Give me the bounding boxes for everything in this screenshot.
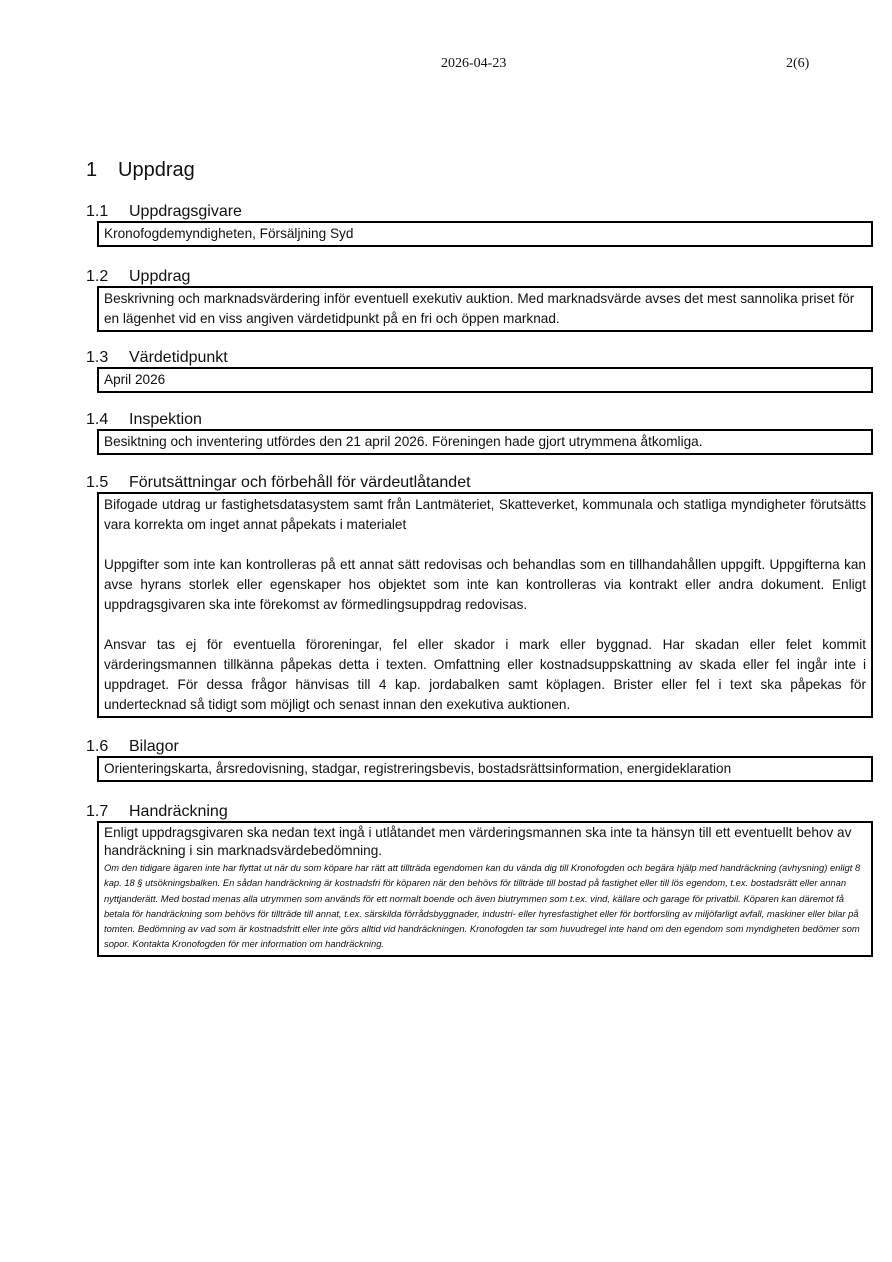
page-number: 2(6) <box>786 56 810 71</box>
section-title: Uppdrag <box>129 268 191 285</box>
section-number: 1.4 <box>86 411 109 428</box>
paragraph: Ansvar tas ej för eventuella föroreningar, fel eller skador i mark eller byggnad. Har skadan eller felet kommit värderingsmannen tillkänna påpekas detta i texten. Omfattning eller kostnadsuppskattning av skada eller fel ingår inte i uppdraget. För dessa frågor hänvisas till 4 kap. jordabalken samt köplagen. Brister eller fel i text ska påpekas för undertecknad så tidigt som möjligt och senast innan den exekutiva auktionen. <box>104 637 866 712</box>
section-heading <box>86 803 873 821</box>
section-uppdrag <box>86 268 873 332</box>
paragraph: Uppgifter som inte kan kontrolleras på ett annat sätt redovisas och behandlas som en tillhandahållen uppgift. Uppgifterna kan avse hyrans storlek eller egenskaper hos objektet som inte kan kontrolleras via kontrakt eller andra dokument. Enligt uppdragsgivaren ska inte förekomst av förmedlingsuppdrag redovisas. <box>104 557 866 612</box>
section-heading <box>86 349 873 367</box>
fine-print: Om den tidigare ägaren inte har flyttat ut när du som köpare har rätt att tillträda egendomen kan du vända dig till Kronofogden och begära hjälp med handräckning (avhysning) enligt 8 kap. 18 § utsökningsbalken. En sådan handräckning är kostnadsfri för köparen när den behövs för tillträde till bostad på fastighet eller till lös egendom, t.ex. bostadsrätt eller annan nyttjanderätt. Med bostad menas alla utrymmen som används för ett normalt boende och även biutrymmen som t.ex. vind, källare och garage för privatbil. Köparen kan däremot få betala för handräckning som behövs för tillträde till annat, t.ex. särskilda förrådsbyggnader, industri- eller hyresfastighet eller för bortforsling av miljöfarligt avfall, maskiner eller bilar på tomten. Bedömning av vad som är kostnadsfritt eller inte görs alltid vid handräckningen. Kronofogden tar som huvudregel inte hand om den egendom som myndigheten bedömer som sopor. Kontakta Kronofogden för mer information om handräckning. <box>104 862 861 950</box>
chapter-number: 1 <box>86 159 98 181</box>
section-text: April 2026 <box>104 372 166 387</box>
chapter-heading <box>86 159 195 182</box>
section-heading <box>86 203 873 221</box>
section-text: Orienteringskarta, årsredovisning, stadgar, registreringsbevis, bostadsrättsinformation, energideklaration <box>104 761 732 776</box>
section-handrackning <box>86 803 873 957</box>
section-title: Bilagor <box>129 738 179 755</box>
section-number: 1.2 <box>86 268 109 285</box>
section-box <box>97 492 873 718</box>
section-box <box>97 221 873 247</box>
section-number: 1.5 <box>86 474 109 491</box>
section-box <box>97 367 873 393</box>
section-number: 1.7 <box>86 803 109 820</box>
section-title: Handräckning <box>129 803 228 820</box>
section-forutsattningar <box>86 474 873 718</box>
section-box <box>97 429 873 455</box>
section-number: 1.6 <box>86 738 109 755</box>
section-inspektion <box>86 411 873 455</box>
section-heading <box>86 268 873 286</box>
section-bilagor <box>86 738 873 782</box>
paragraph: Bifogade utdrag ur fastighetsdatasystem samt från Lantmäteriet, Skatteverket, kommunala och statliga myndigheter förutsätts vara korrekta om inget annat påpekats i materialet <box>104 497 866 532</box>
section-box <box>97 286 873 332</box>
section-text: Beskrivning och marknadsvärdering inför eventuell exekutiv auktion. Med marknadsvärde avses det mest sannolika priset för en lägenhet vid en viss angiven värdetidpunkt på en fri och öppen marknad. <box>104 291 855 326</box>
section-number: 1.1 <box>86 203 109 220</box>
section-uppdragsgivare <box>86 203 873 247</box>
section-title: Förutsättningar och förbehåll för värdeutlåtandet <box>129 474 471 491</box>
section-heading <box>86 738 873 756</box>
section-box <box>97 821 873 957</box>
paragraph: Enligt uppdragsgivaren ska nedan text ingå i utlåtandet men värderingsmannen ska inte ta hänsyn till ett eventuellt behov av handräckning i sin marknadsvärdebedömning. <box>104 825 852 858</box>
section-text: Kronofogdemyndigheten, Försäljning Syd <box>104 226 354 241</box>
chapter-title: Uppdrag <box>118 159 195 181</box>
section-heading <box>86 474 873 492</box>
section-title: Uppdragsgivare <box>129 203 242 220</box>
section-title: Värdetidpunkt <box>129 349 228 366</box>
section-heading <box>86 411 873 429</box>
section-text: Besiktning och inventering utfördes den 21 april 2026. Föreningen hade gjort utrymmena åtkomliga. <box>104 434 703 449</box>
section-vardetidpunkt <box>86 349 873 393</box>
section-title: Inspektion <box>129 411 202 428</box>
section-number: 1.3 <box>86 349 109 366</box>
section-box <box>97 756 873 782</box>
document-date: 2026-04-23 <box>441 56 507 71</box>
